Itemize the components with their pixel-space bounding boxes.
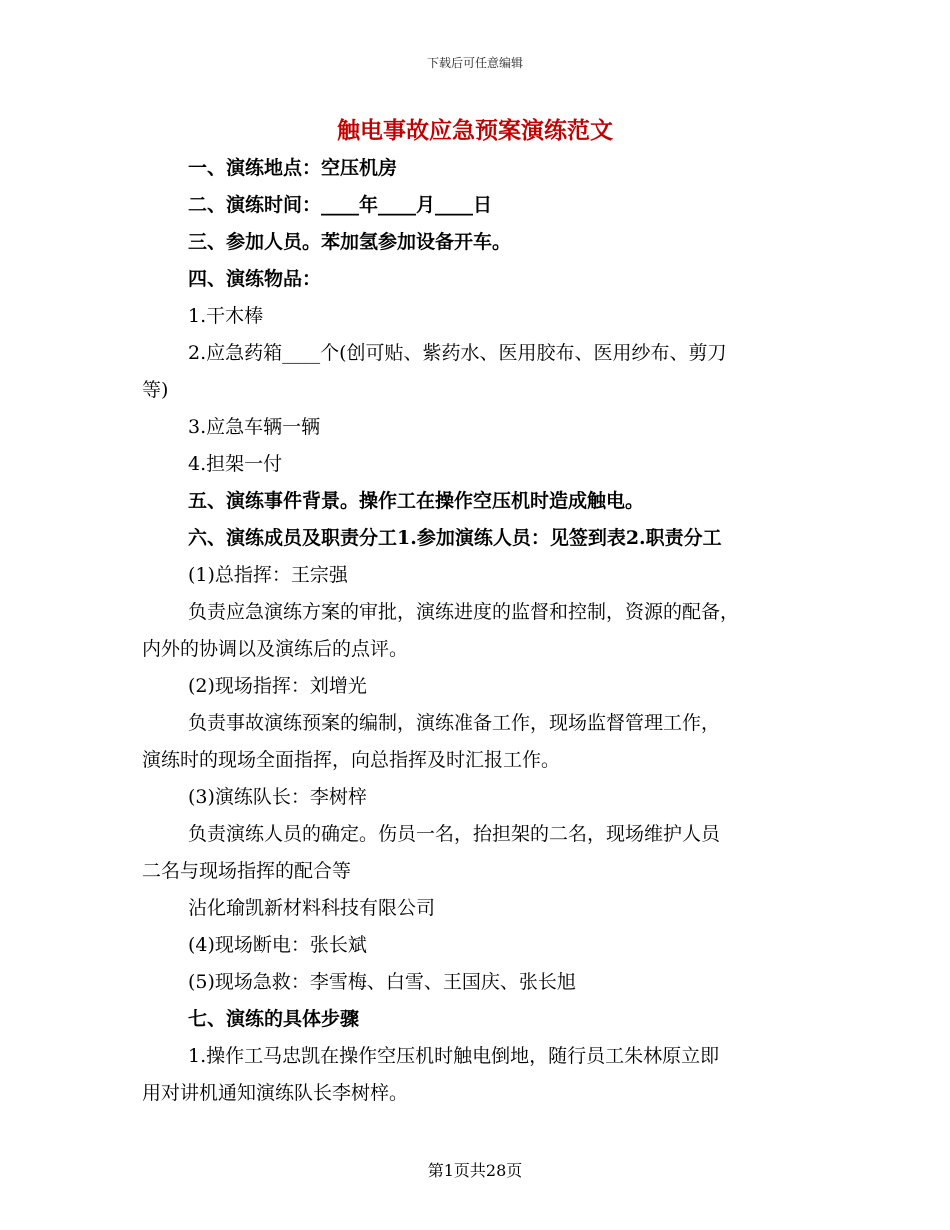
paragraph-line-continuation: 演练时的现场全面指挥，向总指挥及时汇报工作。 [142,749,561,771]
paragraph-line: 五、演练事件背景。操作工在操作空压机时造成触电。 [188,490,645,512]
paragraph-line-continuation: 内外的协调以及演练后的点评。 [142,638,409,660]
paragraph-line: (3)演练队长：李树梓 [188,786,367,808]
paragraph-line: 沾化瑜凯新材料科技有限公司 [188,897,436,919]
paragraph-line: 负责事故演练预案的编制，演练准备工作，现场监督管理工作， [188,712,721,734]
paragraph-line: 四、演练物品： [188,268,322,290]
paragraph-line: 3.应急车辆一辆 [188,416,321,438]
page-header: 下载后可任意编辑 [426,56,523,70]
document-title: 触电事故应急预案演练范文 [337,117,613,144]
paragraph-line-continuation: 等) [142,379,169,401]
paragraph-line: 三、参加人员。苯加氢参加设备开车。 [188,231,512,253]
page-footer: 第1页共28页 [427,1161,523,1180]
paragraph-line: 六、演练成员及职责分工1.参加演练人员：见签到表2.职责分工 [188,527,722,549]
paragraph-line: 七、演练的具体步骤 [188,1008,360,1030]
paragraph-line: 1.干木棒 [188,305,264,327]
paragraph-line: 二、演练时间：____年____月____日 [188,194,493,216]
paragraph-line: 负责应急演练方案的审批，演练进度的监督和控制，资源的配备， [188,601,740,623]
paragraph-line-continuation: 用对讲机通知演练队长李树梓。 [142,1082,409,1104]
document-body [142,150,807,1112]
paragraph-line: 2.应急药箱____个(创可贴、紫药水、医用胶布、医用纱布、剪刀 [188,342,727,364]
paragraph-line-continuation: 二名与现场指挥的配合等 [142,860,352,882]
paragraph-line: 负责演练人员的确定。伤员一名，抬担架的二名，现场维护人员 [188,823,721,845]
paragraph-line: (1)总指挥：王宗强 [188,564,348,586]
paragraph-line: (2)现场指挥：刘增光 [188,675,367,697]
paragraph-line: 一、演练地点：空压机房 [188,157,398,179]
paragraph-line: 4.担架一付 [188,453,283,475]
paragraph-line: 1.操作工马忠凯在操作空压机时触电倒地，随行员工朱林原立即 [188,1045,720,1067]
paragraph-line: (4)现场断电：张长斌 [188,934,367,956]
paragraph-line: (5)现场急救：李雪梅、白雪、王国庆、张长旭 [188,971,576,993]
